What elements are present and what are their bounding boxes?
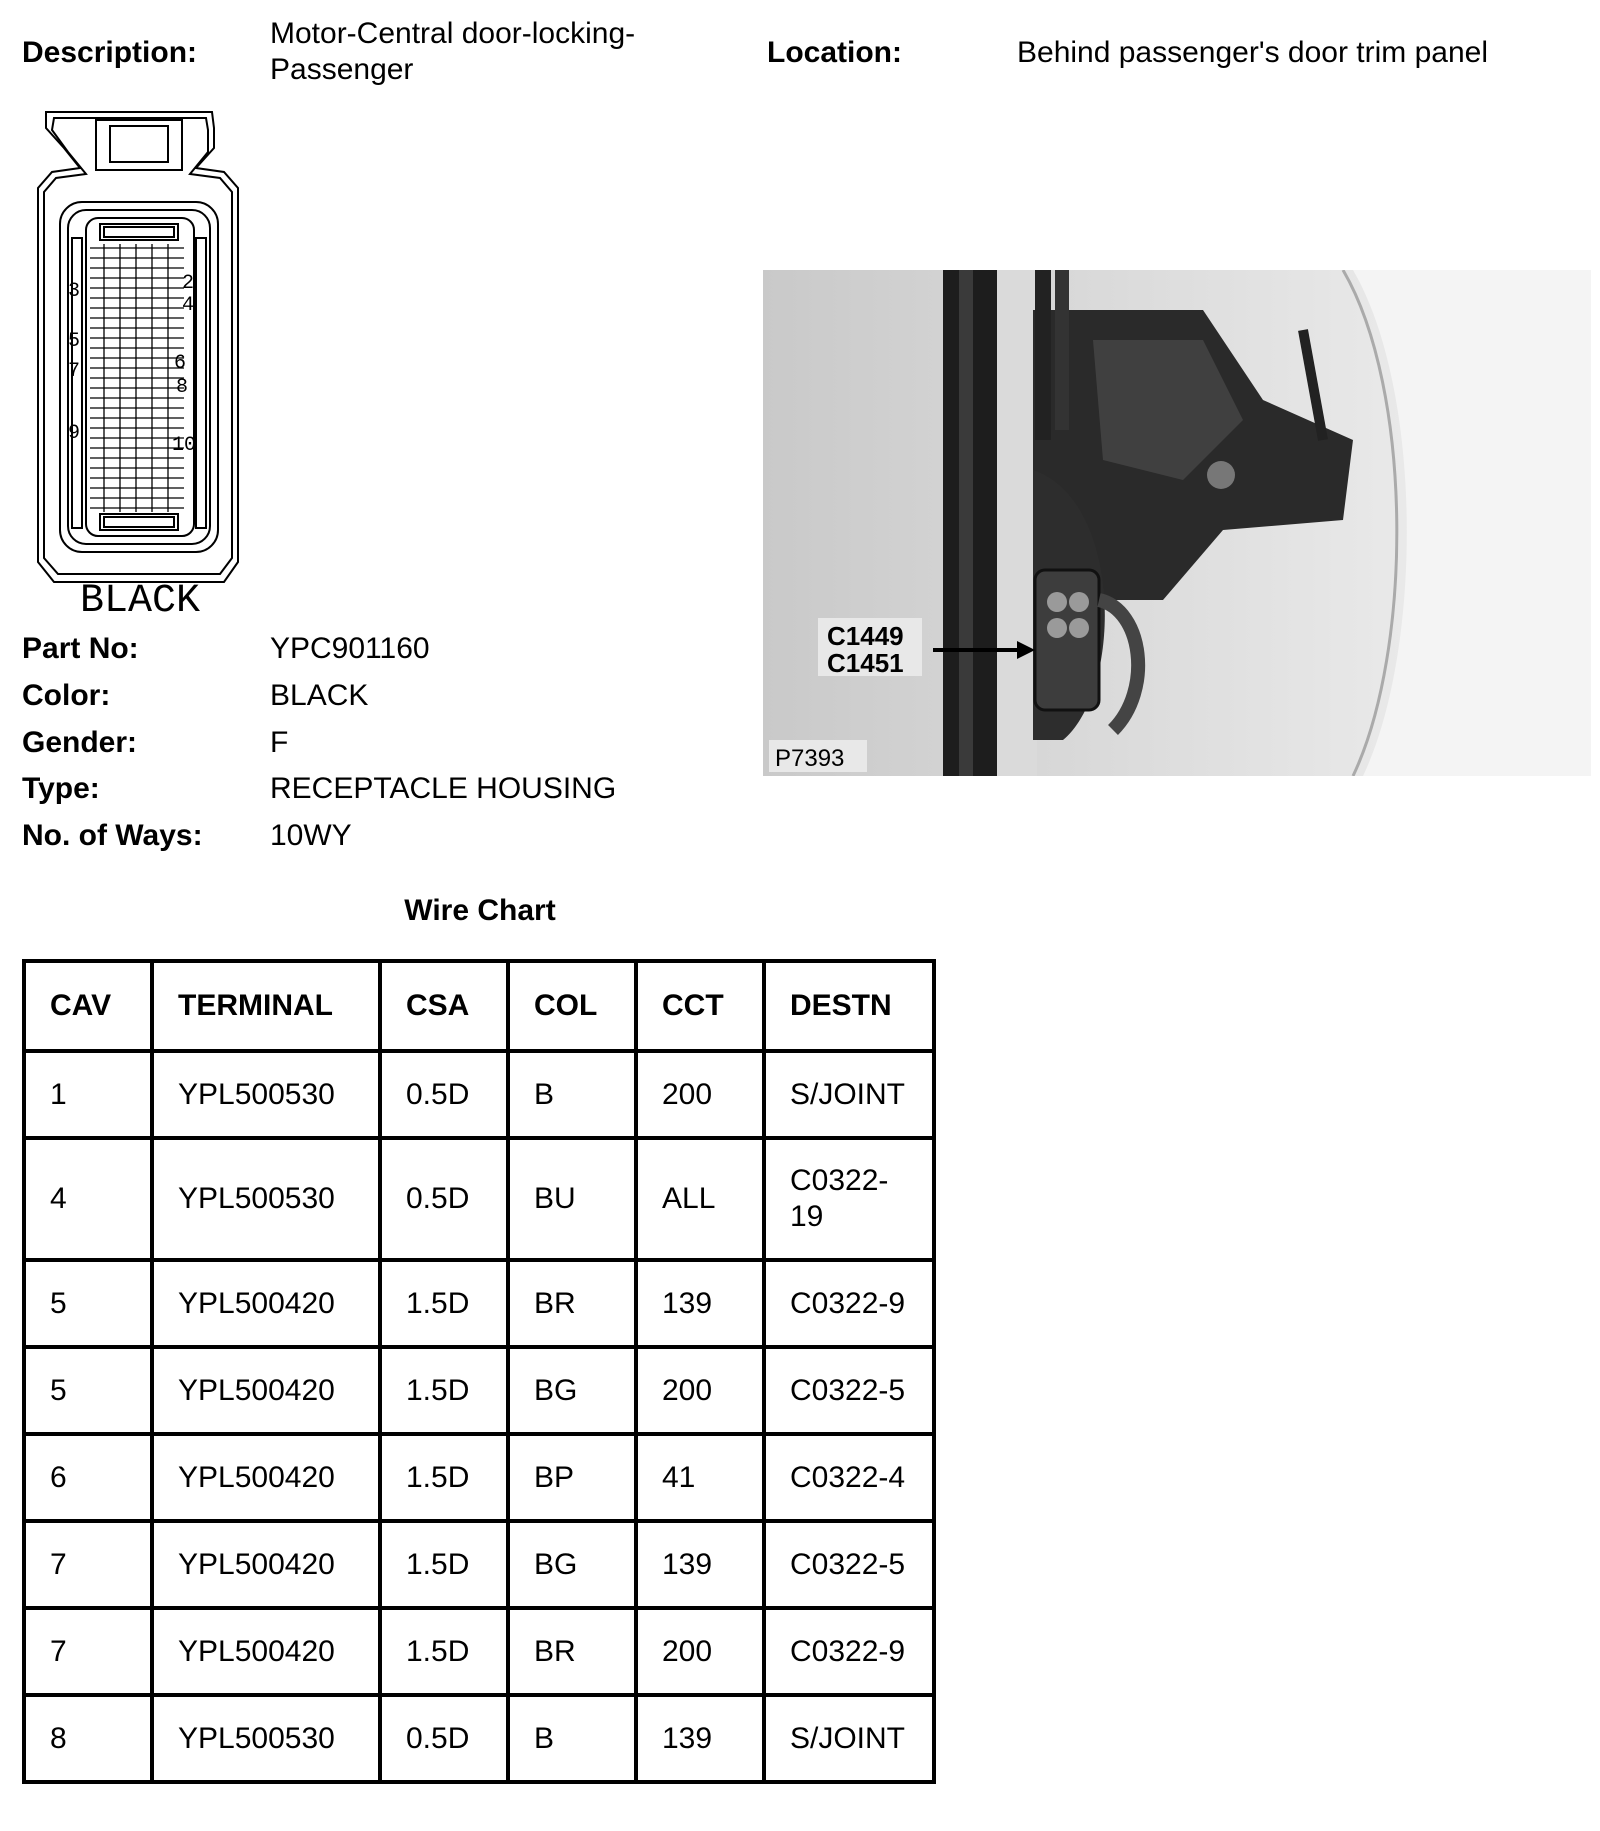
ways-label: No. of Ways: — [22, 819, 203, 852]
location-label: Location: — [767, 36, 902, 69]
cell-col: BP — [508, 1434, 636, 1521]
cell-cct: ALL — [636, 1138, 764, 1260]
cell-cct: 139 — [636, 1695, 764, 1782]
col-header-destn: DESTN — [764, 961, 934, 1051]
table-row — [24, 1608, 934, 1695]
ways-value: 10WY — [270, 819, 352, 852]
connector-face-diagram — [24, 108, 254, 618]
cell-csa: 0.5D — [380, 1051, 508, 1138]
table-row — [24, 1434, 934, 1521]
col-header-cct: CCT — [636, 961, 764, 1051]
cell-col: BG — [508, 1347, 636, 1434]
color-label: Color: — [22, 679, 111, 712]
cell-cct: 139 — [636, 1260, 764, 1347]
cell-destn: C0322- 19 — [764, 1138, 934, 1260]
cell-cav: 6 — [24, 1434, 152, 1521]
connector-color-caption: BLACK — [79, 579, 201, 618]
cell-csa: 1.5D — [380, 1608, 508, 1695]
cell-terminal: YPL500530 — [152, 1695, 380, 1782]
table-row — [24, 1051, 934, 1138]
cell-csa: 0.5D — [380, 1138, 508, 1260]
part-no-value: YPC901160 — [270, 632, 430, 665]
wire-chart-table — [22, 959, 936, 1784]
table-row — [24, 1347, 934, 1434]
gender-label: Gender: — [22, 726, 138, 759]
col-header-cav: CAV — [24, 961, 152, 1051]
cell-cav: 1 — [24, 1051, 152, 1138]
cell-csa: 1.5D — [380, 1260, 508, 1347]
cell-col: BG — [508, 1521, 636, 1608]
cell-csa: 1.5D — [380, 1434, 508, 1521]
description-value: Motor-Central door-locking- Passenger — [270, 17, 636, 86]
pin-label-9: 9 — [68, 422, 81, 445]
cell-destn: C0322-9 — [764, 1260, 934, 1347]
wire-chart-header-row — [24, 961, 934, 1051]
cell-terminal: YPL500420 — [152, 1260, 380, 1347]
cell-cav: 7 — [24, 1608, 152, 1695]
cell-terminal: YPL500420 — [152, 1347, 380, 1434]
cell-destn: C0322-4 — [764, 1434, 934, 1521]
cell-destn: S/JOINT — [764, 1051, 934, 1138]
table-row — [24, 1695, 934, 1782]
location-photo — [763, 270, 1591, 776]
cell-csa: 0.5D — [380, 1695, 508, 1782]
pin-label-5: 5 — [68, 330, 81, 353]
table-row — [24, 1138, 934, 1260]
pin-label-8: 8 — [176, 376, 189, 399]
gender-value: F — [270, 726, 289, 759]
col-header-col: COL — [508, 961, 636, 1051]
cell-col: BR — [508, 1260, 636, 1347]
cell-cav: 7 — [24, 1521, 152, 1608]
pin-label-6: 6 — [174, 352, 187, 375]
part-no-label: Part No: — [22, 632, 139, 665]
photo-callout-c1451: C1451 — [827, 648, 904, 678]
cell-cct: 41 — [636, 1434, 764, 1521]
cell-destn: S/JOINT — [764, 1695, 934, 1782]
cell-csa: 1.5D — [380, 1347, 508, 1434]
pin-label-7: 7 — [68, 360, 81, 383]
pin-label-2: 2 — [182, 272, 195, 295]
cell-cav: 4 — [24, 1138, 152, 1260]
cell-terminal: YPL500420 — [152, 1521, 380, 1608]
cell-destn: C0322-5 — [764, 1347, 934, 1434]
table-row — [24, 1260, 934, 1347]
col-header-csa: CSA — [380, 961, 508, 1051]
cell-cct: 200 — [636, 1051, 764, 1138]
cell-col: B — [508, 1695, 636, 1782]
cell-col: BR — [508, 1608, 636, 1695]
type-value: RECEPTACLE HOUSING — [270, 772, 617, 805]
col-header-terminal: TERMINAL — [152, 961, 380, 1051]
cell-col: BU — [508, 1138, 636, 1260]
cell-destn: C0322-5 — [764, 1521, 934, 1608]
type-label: Type: — [22, 772, 100, 805]
cell-destn: C0322-9 — [764, 1608, 934, 1695]
photo-code: P7393 — [775, 745, 845, 772]
cell-terminal: YPL500530 — [152, 1051, 380, 1138]
cell-csa: 1.5D — [380, 1521, 508, 1608]
table-row — [24, 1521, 934, 1608]
cell-cav: 8 — [24, 1695, 152, 1782]
cell-terminal: YPL500530 — [152, 1138, 380, 1260]
cell-cav: 5 — [24, 1260, 152, 1347]
color-value: BLACK — [270, 679, 369, 712]
pin-label-3: 3 — [68, 280, 81, 303]
cell-cct: 200 — [636, 1347, 764, 1434]
location-value: Behind passenger's door trim panel — [1017, 36, 1489, 69]
wire-chart-title: Wire Chart — [404, 894, 556, 927]
cell-cct: 139 — [636, 1521, 764, 1608]
cell-terminal: YPL500420 — [152, 1608, 380, 1695]
cell-terminal: YPL500420 — [152, 1434, 380, 1521]
cell-col: B — [508, 1051, 636, 1138]
cell-cav: 5 — [24, 1347, 152, 1434]
description-label: Description: — [22, 36, 198, 69]
photo-callout-c1449: C1449 — [827, 621, 904, 651]
pin-label-4: 4 — [182, 294, 195, 317]
cell-cct: 200 — [636, 1608, 764, 1695]
pin-label-10: 10 — [172, 434, 197, 457]
